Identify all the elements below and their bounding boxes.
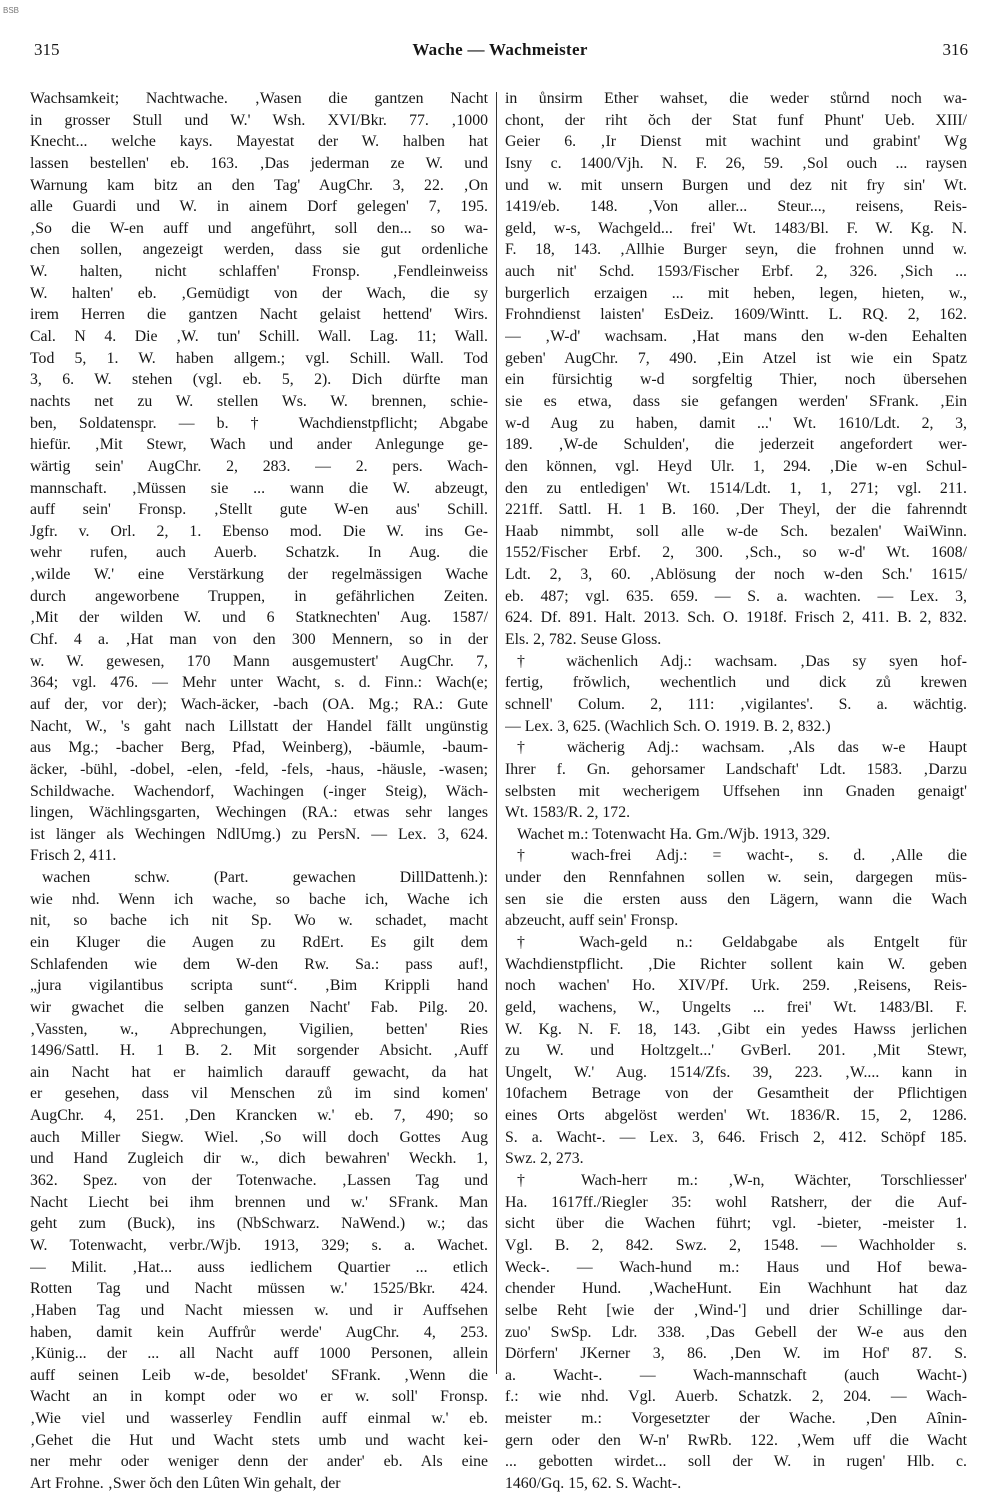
text-line: 362. Spez. von der Totenwache. ‚Lassen Tag und — [30, 1172, 488, 1190]
text-line: Art Frohne. ‚Swer ŏch den Lûten Win gehalt, der — [30, 1475, 341, 1492]
text-line: Nacht Liecht bei ihm brennen und w.' SFrank. Man — [30, 1193, 488, 1211]
text-line: sen sie die ersten auss den Lägern, wann die Wach — [505, 890, 967, 908]
text-line: auch Miller Siegw. Wiel. ‚So will doch Gottes Aug — [30, 1128, 488, 1146]
left-text-column — [30, 88, 488, 1495]
text-line: wie nhd. Wenn ich wache, so bache ich, Wache ich — [30, 890, 488, 908]
text-line: aus Mg.; -bacher Berg, Pfad, Weinberg), -bäumle, -baum- — [30, 739, 488, 757]
text-line: nit, so bache ich nit Sp. Wo w. schadet, macht — [30, 912, 488, 930]
text-line: † Wach-herr m.: ‚W-n, Wächter, Torschliesser' — [517, 1172, 967, 1190]
text-line: F. 18, 143. ‚Allhie Burger seyn, die frohnen unnd w. — [505, 241, 967, 259]
text-line: und w. mit unsern Burgen und dez nit fry sin' Wt. — [505, 176, 967, 194]
text-line: ‚Mit der wilden W. und 6 Statknechten' Aug. 1587/ — [30, 609, 488, 627]
text-line: Wachet m.: Totenwacht Ha. Gm./Wjb. 1913, 329. — [517, 825, 831, 843]
text-line: Ha. 1617ff./Riegler 35: wohl Ratsherr, der die Auf- — [505, 1193, 967, 1211]
text-line: 1496/Sattl. H. 1 B. 2. Mit sorgender Absicht. ‚Auff — [30, 1042, 488, 1060]
text-line: Tod 5, 1. W. haben allgem.; vgl. Schill. Wall. Tod — [30, 349, 488, 367]
text-line: 1552/Fischer Erbf. 2, 300. ‚Sch., so w-d' Wt. 1608/ — [505, 544, 967, 562]
text-line: ‚Künig... der ... all Nacht auff 1000 Personen, allein — [30, 1345, 488, 1363]
text-line: Vgl. B. 2, 842. Swz. 2, 1548. — Wachholder s. — [505, 1236, 967, 1254]
text-line: ‚Wie viel und wasserley Fendlin auff einmal w.' eb. — [30, 1410, 488, 1428]
text-line: sie es etwa, dass sie gefangen werden' SFrank. ‚Ein — [505, 392, 967, 410]
text-line: ist länger als Wechingen NdlUmg.) zu PersN. — Lex. 3, 624. — [30, 825, 488, 843]
text-line: abzeucht, auff sein' Fronsp. — [505, 912, 679, 930]
text-line: Wachsamkeit; Nachtwache. ‚Wasen die gantzen Nacht — [30, 90, 488, 107]
text-line: zu W. und Holtzgelt...' GvBerl. 201. ‚Mit Stewr, — [505, 1042, 967, 1060]
text-line: 221ff. Sattl. H. 1 B. 160. ‚Der Theyl, der die fahrenndt — [505, 501, 967, 519]
text-line: Chf. 4 a. ‚Hat man von den 300 Mennern, so in der — [30, 631, 488, 649]
text-line: W. Kg. N. F. 18, 143. ‚Gibt ein yedes Hawss jerlichen — [505, 1020, 967, 1038]
text-line: 624. Df. 891. Halt. 2013. Sch. O. 1918f. Frisch 2, 411. B. 2, 832. — [505, 609, 967, 627]
text-line: Frisch 2, 411. — [30, 847, 117, 865]
text-line: burgerlich erzaigen ... mit heben, legen, hieten, w., — [505, 284, 967, 302]
text-line: Weck-. — Wach-hund m.: Haus und Hof bewa- — [505, 1258, 967, 1276]
text-line: auff seinen Leib w-de, besoldet' SFrank. ‚Wenn die — [30, 1366, 488, 1384]
text-line: Wt. 1583/R. 2, 172. — [505, 804, 631, 822]
text-line: — ‚W-d' wachsam. ‚Hat mans den w-den Eehalten — [505, 328, 967, 346]
text-line: in ůnsirm Ether wahset, die weder stůrnd noch wa- — [505, 90, 967, 107]
text-line: AugChr. 4, 251. ‚Den Krancken w.' eb. 7, 490; so — [30, 1107, 488, 1125]
text-line: — Lex. 3, 625. (Wachlich Sch. O. 1919. B. 2, 832.) — [505, 717, 831, 735]
text-line: Warnung kam bitz an den Tag' AugChr. 3, 22. ‚On — [30, 176, 488, 194]
text-line: ein fürsichtig w-d sorgfeltig Thier, noch übersehen — [505, 371, 967, 389]
text-line: 1460/Gq. 15, 62. S. Wacht-. — [505, 1475, 682, 1492]
text-line: ... gebotten wirdet... soll der W. in rugen' Hlb. c. — [505, 1453, 967, 1471]
text-line: äcker, -bühl, -dobel, -elen, -feld, -fels, -haus, -häusle, -wasen; — [30, 760, 488, 778]
text-line: chont, der riht ŏch der Stat funf Phunt' Ueb. XIII/ — [505, 111, 967, 129]
column-divider — [496, 92, 497, 1374]
text-line: zuo' SwSp. Ldr. 338. ‚Das Gebell der W-e aus den — [505, 1323, 967, 1341]
running-head: Wache — Wachmeister — [412, 40, 588, 59]
text-line: — Milit. ‚Hat... auss iedlichem Quartier ... etlich — [30, 1258, 488, 1276]
text-line: noch wachen' Ho. XIV/Pf. Urk. 259. ‚Reisens, Reis- — [505, 977, 967, 995]
text-line: ner mehr oder weniger denn der ander' eb. Als eine — [30, 1453, 488, 1471]
text-line: haben, damit kein Auffrůr werde' AugChr. 4, 253. — [30, 1323, 488, 1341]
text-line: Schildwache. Wachendorf, Wachingen (-inger Steig), Wäch- — [30, 782, 488, 800]
text-line: selbsten mit wecherigem Uffsehen inn Gnaden genaigt' — [505, 782, 967, 800]
text-line: wir gwachet die selben ganzen Nacht' Fab. Pilg. 20. — [30, 998, 488, 1016]
text-line: ‚Haben Tag und Nacht miessen w. und ir Auffsehen — [30, 1301, 488, 1319]
text-line: W. halten, nicht schlaffen' Fronsp. ‚Fendleinweiss — [30, 263, 488, 281]
text-line: nachts net zu W. stellen Ws. W. brennen, schie- — [30, 392, 488, 410]
text-line: ain Nacht hat er haimlich darauff gewacht, da hat — [30, 1063, 488, 1081]
text-line: hiefür. ‚Mit Stewr, Wach und ander Anlegunge ge- — [30, 436, 488, 454]
text-line: irem Herren die gantzen Nacht gelaist hettend' Wirs. — [30, 306, 488, 324]
text-line: 1419/eb. 148. ‚Von aller... Steur..., reisens, Reis- — [505, 198, 967, 216]
text-line: 189. ‚W-de Schulden', die jederzeit angefordert wer- — [505, 436, 967, 454]
text-line: Rotten Tag und Nacht müssen w.' 1525/Bkr. 424. — [30, 1280, 488, 1298]
text-line: selbe Reht [wie der ‚Wind-'] und drier Schillinge dar- — [505, 1301, 967, 1319]
text-line: Cal. N 4. Die ‚W. tun' Schill. Wall. Lag. 11; Wall. — [30, 328, 488, 346]
text-line: Wachdienstpflicht. ‚Die Richter sollent kain W. geben — [505, 955, 967, 973]
text-line: Geier 6. ‚Ir Dienst mit wachint und grabint' Wg — [505, 133, 967, 151]
text-line: Wacht an in kompt oder wo er w. soll' Fronsp. — [30, 1388, 488, 1406]
text-line: Jgfr. v. Orl. 2, 1. Ebenso mod. Die W. ins Ge- — [30, 522, 488, 540]
text-line: w-d Aug zu haben, damit ...' Wt. 1610/Ldt. 2, 3, — [505, 414, 967, 432]
text-line: ein Kluger die Augen zu RdErt. Es gilt dem — [30, 933, 488, 951]
text-line: S. a. Wacht-. — Lex. 3, 646. Frisch 2, 412. Schöpf 185. — [505, 1128, 967, 1146]
text-line: den zu entledigen' Wt. 1514/Ldt. 1, 1, 271; vgl. 211. — [505, 479, 967, 497]
text-line: lingen, Wächlingsgarten, Wechingen (RA.: etwas sehr langes — [30, 804, 488, 822]
text-line: in grosser Stull und W.' Wsh. XVI/Bkr. 77. ‚1000 — [30, 111, 488, 129]
text-line: Nacht, W., 's gaht nach Lillstatt der Handel fällt ungünstig — [30, 717, 488, 735]
text-line: Isny c. 1400/Vjh. N. F. 26, 59. ‚Sol ouch ... raysen — [505, 154, 967, 172]
text-line: „jura vigilantibus scripta sunt“. ‚Bim Krippli hand — [30, 977, 488, 995]
text-line: geben' AugChr. 7, 490. ‚Ein Atzel ist wie ein Spatz — [505, 349, 967, 367]
text-line: ‚Gehet die Hut und Wacht stets umb und wacht kei- — [30, 1431, 488, 1449]
text-line: lassen bestellen' eb. 163. ‚Das jederman ze W. und — [30, 154, 488, 172]
text-line: ‚wilde W.' eine Verstärkung der regelmässigen Wache — [30, 566, 488, 584]
text-line: den können, vgl. Heyd Ulr. 1, 294. ‚Die w-en Schul- — [505, 457, 967, 475]
text-line: Ungelt, W.' Aug. 1514/Zfs. 39, 223. ‚W.... kann in — [505, 1063, 967, 1081]
text-line: Knecht... welche kays. Mayestat der W. halben hat — [30, 133, 488, 151]
text-line: und Hand Zugleich dir w., dich bewahren' Weckh. 1, — [30, 1150, 488, 1168]
right-text-column — [505, 88, 967, 1495]
left-page-number: 315 — [34, 40, 60, 59]
text-line: auch nit' Schd. 1593/Fischer Erbf. 2, 326. ‚Sich ... — [505, 263, 967, 281]
text-line: W. Totenwacht, verbr./Wjb. 1913, 329; s. a. Wachet. — [30, 1236, 488, 1254]
text-line: Dörfern' JKerner 3, 86. ‚Den W. im Hof' 87. S. — [505, 1345, 967, 1363]
text-line: mannschaft. ‚Müssen sie ... wann die W. abzeugt, — [30, 479, 488, 497]
text-line: † Wach-geld n.: Geldabgabe als Entgelt für — [517, 933, 967, 951]
text-line: geld, w-s, Wachgeld... frei' Wt. 1483/Bl. F. W. Kg. N. — [505, 219, 967, 237]
text-line: chen sollen, angezeigt werden, dass sie gut ordenliche — [30, 241, 488, 259]
text-line: geht zum (Buck), ins (NbSchwarz. NaWend.) w.; das — [30, 1215, 488, 1233]
text-line: a. Wacht-. — Wach-mannschaft (auch Wacht-) — [505, 1366, 967, 1384]
right-page-number: 316 — [942, 40, 968, 59]
text-line: ‚Vassten, w., Abprechungen, Vigilien, betten' Ries — [30, 1020, 488, 1038]
text-line: fertig, frŏwlich, wechentlich und dick zů krewen — [505, 674, 967, 692]
text-line: f.: wie nhd. Vgl. Auerb. Schatzk. 2, 204. — Wach- — [505, 1388, 967, 1406]
text-line: sicht über die Wachen führt; vgl. -bieter, -meister 1. — [505, 1215, 967, 1233]
text-line: w. W. gewesen, 170 Mann ausgemustert' AugChr. 7, — [30, 652, 488, 670]
text-line: ‚So die W-en auff und angeführt, soll den... so wa- — [30, 219, 488, 237]
text-line: auff sein' Fronsp. ‚Stellt gute W-en aus' Schill. — [30, 501, 488, 519]
text-line: 3, 6. W. stehen (vgl. eb. 5, 2). Dich dürfte man — [30, 371, 488, 389]
text-line: Swz. 2, 273. — [505, 1150, 584, 1168]
text-line: wehr rufen, auch Auerb. Schatzk. In Aug. die — [30, 544, 488, 562]
text-line: schnell' Colum. 2, 111: ‚vigilantes'. S. a. wächtig. — [505, 695, 967, 713]
text-line: eines Orts abgelöst werden' Wt. 1836/R. 15, 2, 1286. — [505, 1107, 967, 1125]
text-line: wachen schw. (Part. gewachen DillDattenh.): — [42, 869, 488, 887]
text-line: † wächerig Adj.: wachsam. ‚Als das w-e Haupt — [517, 739, 967, 757]
text-line: under den Rennfahnen sollen w. sein, dargegen müs- — [505, 869, 967, 887]
text-line: 364; vgl. 476. — Mehr unter Wacht, s. d. Finn.: Wach(e; — [30, 674, 488, 692]
text-line: meister m.: Vorgesetzter der Wache. ‚Den Aînin- — [505, 1410, 967, 1428]
text-line: † wach-frei Adj.: = wacht-, s. d. ‚Alle die — [517, 847, 967, 865]
text-line: geld, wachens, W., Ungelts ... frei' Wt. 1483/Bl. F. — [505, 998, 967, 1016]
text-line: eb. 487; vgl. 635. 659. — S. a. wachten. — Lex. 3, — [505, 587, 967, 605]
text-line: † wächenlich Adj.: wachsam. ‚Das sy syen hof- — [517, 652, 967, 670]
text-line: ben, Soldatenspr. — b. † Wachdienstpflicht; Abgabe — [30, 414, 488, 432]
text-line: er gesehen, dass vil Menschen zů im sind komen' — [30, 1085, 488, 1103]
text-line: auf der, vor der); Wach-äcker, -bach (OA. Mg.; RA.: Gute — [30, 695, 488, 713]
text-line: gern oder den W-n' RwRb. 122. ‚Wem uff die Wacht — [505, 1431, 967, 1449]
text-line: Schlafenden wie dem W-den Rw. Sa.: pass auf!, — [30, 955, 488, 973]
text-line: Haab nimmbt, soll alle w-de Sch. bezalen' WaiWinn. — [505, 522, 967, 540]
text-line: Ldt. 2, 3, 60. ‚Ablösung der noch w-den Sch.' 1615/ — [505, 566, 967, 584]
text-line: alle Guardi und W. in ainem Dorf gelegen' 7, 195. — [30, 198, 488, 216]
text-line: Els. 2, 782. Seuse Gloss. — [505, 631, 662, 649]
library-stamp: BSB — [3, 6, 20, 15]
text-line: chender Hund. ‚WacheHunt. Ein Wachhunt hat daz — [505, 1280, 967, 1298]
text-line: 10fachem Betrage von der Gesamtheit der Pflichtigen — [505, 1085, 967, 1103]
text-line: Frohndienst laisten' EsDeiz. 1609/Wintt. L. RQ. 2, 162. — [505, 306, 967, 324]
text-line: Ihrer f. Gn. gehorsamer Landschaft' Ldt. 1583. ‚Darzu — [505, 760, 967, 778]
text-line: W. halten' eb. ‚Gemüdigt von der Wach, die sy — [30, 284, 488, 302]
text-line: durch angeworbene Truppen, in gefährlichen Zeiten. — [30, 587, 488, 605]
text-line: wärtig sein' AugChr. 2, 283. — 2. pers. Wach- — [30, 457, 488, 475]
